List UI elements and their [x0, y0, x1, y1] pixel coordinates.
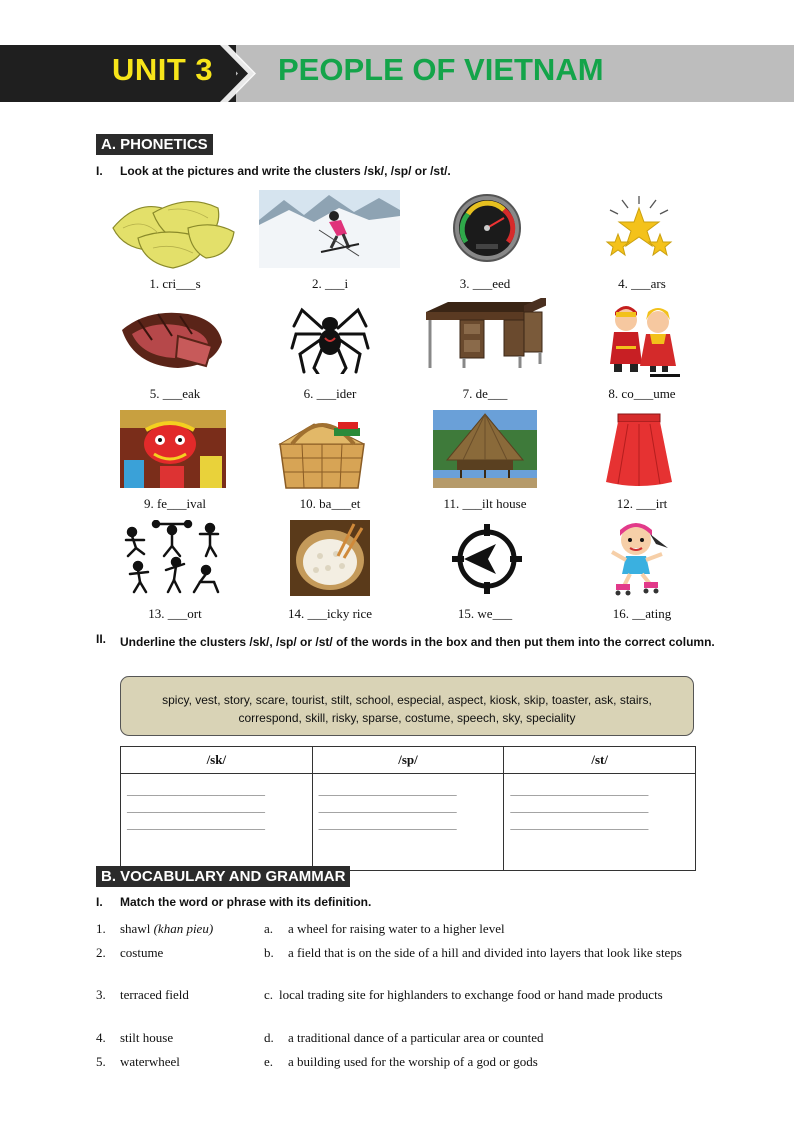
chevron-arrow-icon [210, 45, 256, 102]
skating-image [604, 518, 674, 596]
match-letter: b. [264, 945, 274, 960]
speedometer-image [452, 192, 522, 266]
caption-5: 5. ___eak [149, 386, 201, 401]
answer-line[interactable]: _______________________ [510, 783, 649, 797]
answer-line[interactable]: _______________________ [318, 783, 457, 797]
answer-line[interactable]: _______________________ [510, 817, 649, 831]
section-a-heading: A. PHONETICS [96, 134, 213, 155]
task-number: I. [96, 164, 103, 178]
task-number: II. [96, 632, 107, 646]
word-box-line: spicy, vest, story, scare, tourist, stilt, school, especial, aspect, kiosk, skip, toaster, ask, stairs, [162, 693, 652, 707]
west-compass-image [450, 522, 524, 596]
column-header-st: /st/ [504, 747, 696, 774]
word-box-line: correspond, skill, risky, sparse, costume, speech, sky, speciality [238, 711, 576, 725]
skiing-image [259, 190, 400, 268]
task-instruction: Match the word or phrase with its definition. [120, 895, 372, 909]
caption-14: 14. ___icky rice [287, 606, 373, 621]
answer-line[interactable]: _______________________ [318, 800, 457, 814]
desk-image [424, 298, 548, 372]
match-word: terraced field [120, 987, 189, 1002]
festival-image [120, 410, 226, 488]
column-header-sk: /sk/ [121, 747, 313, 774]
caption-1: 1. cri___s [149, 276, 201, 291]
spider-image [290, 298, 370, 374]
caption-9: 9. fe___ival [143, 496, 207, 511]
match-definition: a wheel for raising water to a higher level [288, 921, 505, 936]
match-letter: e. [264, 1054, 274, 1069]
caption-6: 6. ___ider [303, 386, 357, 401]
unit-title: UNIT 3 [112, 52, 214, 87]
section-b-heading: B. VOCABULARY AND GRAMMAR [96, 866, 350, 887]
caption-16: 16. __ating [612, 606, 672, 621]
topic-title: PEOPLE OF VIETNAM [278, 52, 604, 87]
caption-7: 7. de___ [462, 386, 508, 401]
match-number: 2. [96, 945, 106, 960]
costume-image [604, 300, 680, 378]
match-definition: a traditional dance of a particular area or counted [288, 1030, 544, 1045]
answer-line[interactable]: _______________________ [510, 800, 649, 814]
caption-8: 8. co___ume [608, 386, 676, 401]
match-definition: a building used for the worship of a god or gods [288, 1054, 538, 1069]
caption-2: 2. ___i [311, 276, 349, 291]
match-letter: c. [264, 987, 274, 1002]
match-letter: d. [264, 1030, 274, 1045]
cluster-sorting-table [120, 746, 696, 871]
match-number: 3. [96, 987, 106, 1002]
answer-cell-sk[interactable] [121, 774, 313, 871]
match-word [120, 919, 213, 938]
column-header-sp: /sp/ [312, 747, 504, 774]
match-letter: a. [264, 921, 274, 936]
steak-image [118, 300, 230, 372]
caption-15: 15. we___ [457, 606, 513, 621]
match-definition: a field that is on the side of a hill and divided into layers that look like steps [288, 945, 682, 960]
answer-line[interactable]: _______________________ [127, 783, 265, 797]
sticky-rice-image [290, 520, 370, 596]
sport-image [122, 520, 222, 594]
match-word-text: shawl [120, 921, 154, 936]
match-number: 5. [96, 1054, 106, 1069]
task-instruction: Underline the clusters /sk/, /sp/ or /st/ of the words in the box and then put them into the correct column. [120, 635, 715, 649]
match-word-gloss: (khan pieu) [153, 921, 214, 936]
stilt-house-image [433, 410, 537, 488]
basket-image [274, 410, 370, 490]
caption-11: 11. ___ilt house [443, 496, 527, 511]
task-instruction: Look at the pictures and write the clusters /sk/, /sp/ or /st/. [120, 164, 451, 178]
skirt-image [604, 412, 674, 488]
caption-3: 3. ___eed [459, 276, 511, 291]
caption-12: 12. ___irt [616, 496, 668, 511]
crisps-image [108, 188, 238, 270]
answer-line[interactable]: _______________________ [318, 817, 457, 831]
answer-cell-sp[interactable] [312, 774, 504, 871]
answer-cell-st[interactable] [504, 774, 696, 871]
stars-image [604, 196, 674, 260]
match-definition: local trading site for highlanders to exchange food or hand made products [279, 987, 663, 1002]
answer-line[interactable]: _______________________ [127, 800, 265, 814]
task-number: I. [96, 895, 103, 909]
match-number: 1. [96, 921, 106, 936]
caption-10: 10. ba___et [299, 496, 361, 511]
answer-line[interactable]: _______________________ [127, 817, 265, 831]
match-word: waterwheel [120, 1054, 180, 1069]
match-number: 4. [96, 1030, 106, 1045]
match-word: stilt house [120, 1030, 174, 1045]
word-box [120, 676, 694, 736]
caption-4: 4. ___ars [618, 276, 666, 291]
match-word: costume [120, 945, 164, 960]
caption-13: 13. ___ort [148, 606, 202, 621]
